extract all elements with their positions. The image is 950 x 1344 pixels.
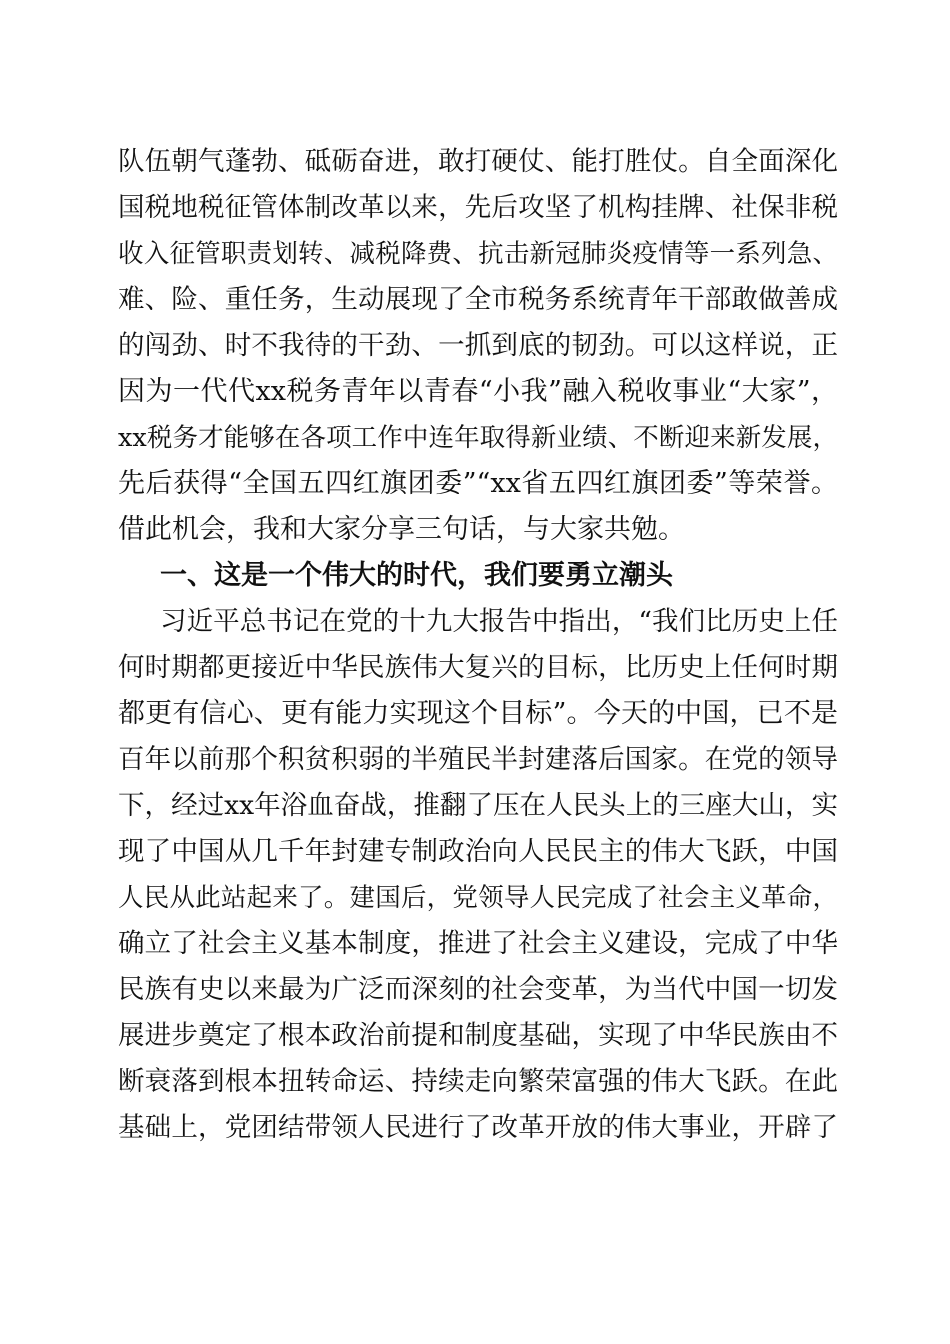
paragraph-line: 断衰落到根本扭转命运、持续走向繁荣富强的伟大飞跃。在此 <box>118 1066 838 1097</box>
paragraph-line: 确立了社会主义基本制度，推进了社会主义建设，完成了中华 <box>118 928 838 959</box>
paragraph-line: 百年以前那个积贫积弱的半殖民半封建落后国家。在党的领导 <box>118 744 838 775</box>
paragraph-line: 都更有信心、更有能力实现这个目标”。今天的中国，已不是 <box>118 698 838 729</box>
paragraph-line: 国税地税征管体制改革以来，先后攻坚了机构挂牌、社保非税 <box>118 192 838 223</box>
paragraph-line: 基础上，党团结带领人民进行了改革开放的伟大事业，开辟了 <box>118 1112 838 1143</box>
paragraph-line: 现了中国从几千年封建专制政治向人民民主的伟大飞跃，中国 <box>118 836 838 867</box>
paragraph-line: 队伍朝气蓬勃、砥砺奋进，敢打硬仗、能打胜仗。自全面深化 <box>118 146 838 177</box>
paragraph-line: 因为一代代xx税务青年以青春“小我”融入税收事业“大家”， <box>118 376 838 407</box>
paragraph-line: 民族有史以来最为广泛而深刻的社会变革，为当代中国一切发 <box>118 974 838 1005</box>
paragraph-line: xx税务才能够在各项工作中连年取得新业绩、不断迎来新发展， <box>118 423 838 453</box>
paragraph-line: 人民从此站起来了。建国后，党领导人民完成了社会主义革命， <box>118 883 838 913</box>
paragraph-line: 下，经过xx年浴血奋战，推翻了压在人民头上的三座大山，实 <box>118 790 838 821</box>
paragraph-line: 难、险、重任务，生动展现了全市税务系统青年干部敢做善成 <box>118 284 838 315</box>
paragraph-line: 收入征管职责划转、减税降费、抗击新冠肺炎疫情等一系列急、 <box>118 239 838 269</box>
paragraph-line: 借此机会，我和大家分享三句话，与大家共勉。 <box>118 514 685 545</box>
paragraph-line: 先后获得“全国五四红旗团委”“xx省五四红旗团委”等荣誉。 <box>118 468 838 499</box>
paragraph-line: 的闯劲、时不我待的干劲、一抓到底的韧劲。可以这样说，正 <box>118 330 838 361</box>
paragraph-line: 习近平总书记在党的十九大报告中指出，“我们比历史上任 <box>160 606 838 637</box>
section-heading: 一、这是一个伟大的时代，我们要勇立潮头 <box>160 560 673 591</box>
paragraph-line: 何时期都更接近中华民族伟大复兴的目标，比历史上任何时期 <box>118 652 838 683</box>
paragraph-line: 展进步奠定了根本政治前提和制度基础，实现了中华民族由不 <box>118 1020 838 1051</box>
